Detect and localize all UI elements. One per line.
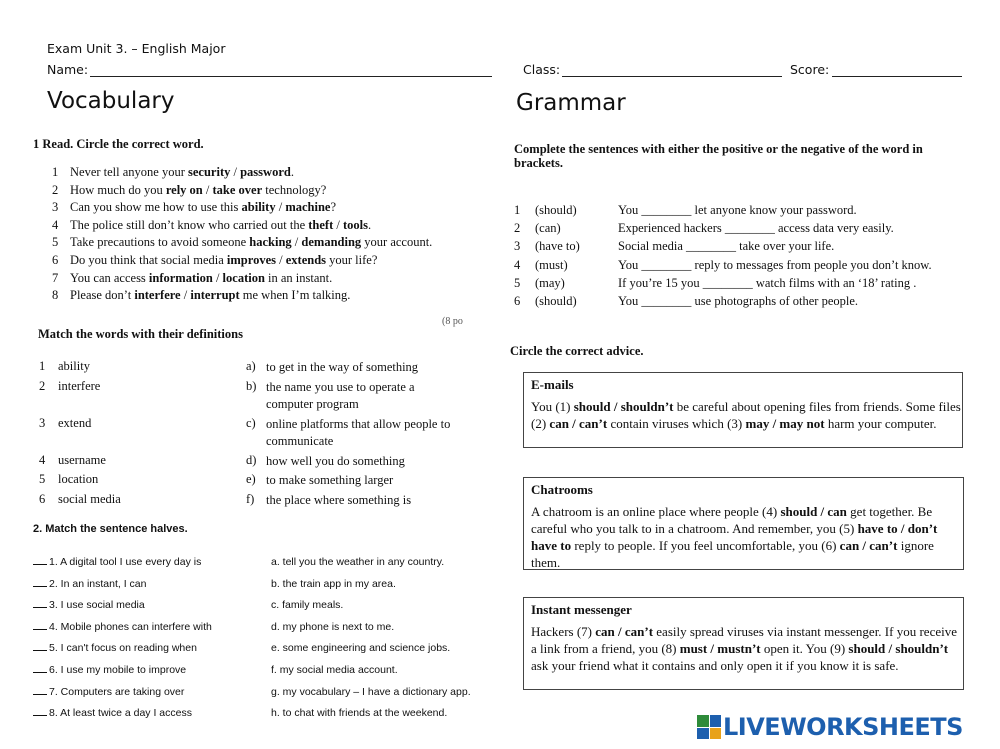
emails-title: E-mails <box>531 377 574 392</box>
q1-item-post: in an instant. <box>264 270 333 285</box>
def-text[interactable]: the name you use to operate a computer program <box>266 380 415 411</box>
grammar-item-number: 6 <box>514 294 521 308</box>
halves-right-item: h. to chat with friends at the weekend. <box>271 707 448 720</box>
q1-option-b[interactable]: take over <box>212 182 263 197</box>
q1-option-a[interactable]: information <box>148 270 213 285</box>
def-text[interactable]: to get in the way of something <box>266 360 419 374</box>
halves-left-text: 8. At least twice a day I access <box>49 707 192 720</box>
def-word-number: 4 <box>39 453 46 467</box>
grammar-item-number: 5 <box>514 275 521 290</box>
def-word[interactable]: interfere <box>58 379 101 393</box>
q1-option-b[interactable]: tools <box>343 217 368 232</box>
grammar-item-number: 2 <box>514 221 521 236</box>
halves-left-item <box>33 707 192 719</box>
halves-left-item <box>33 556 201 568</box>
q1-item-number: 8 <box>52 288 59 303</box>
answer-blank[interactable] <box>33 715 47 716</box>
def-letter: a) <box>246 359 256 373</box>
class-label: Class: <box>523 62 561 77</box>
halves-left-text: 3. I use social media <box>49 599 145 612</box>
q1-slash: / <box>276 253 286 267</box>
grammar-item-number: 4 <box>514 257 521 272</box>
def-word[interactable]: social media <box>58 492 121 506</box>
q1-item-pre: You can access <box>70 270 149 285</box>
halves-left-text: 6. I use my mobile to improve <box>49 664 187 676</box>
vocabulary-title: Vocabulary <box>47 88 175 114</box>
halves-right-item: c. family meals. <box>271 599 344 612</box>
q1-option-a[interactable]: interfere <box>134 288 181 303</box>
q1-item <box>52 218 371 233</box>
q1-option-b[interactable]: machine <box>285 200 331 215</box>
def-text[interactable]: the place where something is <box>266 493 412 507</box>
answer-blank[interactable] <box>33 629 47 630</box>
q1-item-post: ? <box>330 200 337 215</box>
grammar-item-sentence[interactable]: Social media ________ take over your life. <box>618 239 835 254</box>
score-label: Score: <box>790 62 830 77</box>
halves-heading: 2. Match the sentence halves. <box>33 523 188 535</box>
chatrooms-title: Chatrooms <box>531 482 593 497</box>
q1-option-a[interactable]: hacking <box>249 235 292 250</box>
q1-item-number: 7 <box>52 270 59 285</box>
def-letter: c) <box>246 416 256 430</box>
q1-item-pre: Never tell anyone your <box>70 165 189 179</box>
answer-blank[interactable] <box>33 607 47 608</box>
chatrooms-text[interactable]: A chatroom is an online place where people (4) should / can get together. Be careful who you talk to in a chatroom. And remember, you (5) have to / don’t have to reply to people. If you feel uncomfortable, you (6) can / can’t ignore them. <box>531 504 938 570</box>
q1-option-a[interactable]: theft <box>308 217 334 232</box>
halves-right-item: g. my vocabulary – I have a dictionary app. <box>271 685 471 698</box>
emails-box <box>523 372 963 448</box>
q1-item <box>52 183 326 198</box>
q1-item-post: . <box>290 165 294 179</box>
match-defs-heading: Match the words with their definitions <box>38 327 243 341</box>
def-letter: f) <box>246 492 255 506</box>
def-word[interactable]: location <box>58 472 99 486</box>
q1-item <box>52 200 336 215</box>
class-line[interactable] <box>562 76 782 77</box>
halves-left-item <box>33 686 184 698</box>
halves-right-item: e. some engineering and science jobs. <box>271 642 451 655</box>
q1-option-a[interactable]: improves <box>226 253 276 267</box>
q1-slash: / <box>212 270 223 285</box>
halves-left-item <box>33 621 212 633</box>
halves-right-item: d. my phone is next to me. <box>271 620 395 633</box>
cropped-score-fragment: (8 po <box>442 316 463 327</box>
def-text[interactable]: to make something larger <box>266 473 394 487</box>
liveworksheets-logo[interactable] <box>697 712 963 742</box>
q1-option-b[interactable]: location <box>222 270 265 285</box>
def-word-number: 3 <box>39 416 46 430</box>
q1-item <box>52 253 377 268</box>
grammar-item-number: 3 <box>514 239 521 254</box>
halves-left-item <box>33 642 197 654</box>
halves-left-item <box>33 664 186 676</box>
q1-item-number: 6 <box>52 253 59 267</box>
q1-item-number: 1 <box>52 165 59 179</box>
q1-slash: / <box>230 165 241 179</box>
answer-blank[interactable] <box>33 586 47 587</box>
def-word[interactable]: username <box>58 453 106 467</box>
score-line[interactable] <box>832 76 962 77</box>
q1-slash: / <box>180 288 191 303</box>
messenger-box <box>523 597 964 690</box>
def-word-number: 6 <box>39 492 46 506</box>
advice-heading: Circle the correct advice. <box>510 344 644 358</box>
halves-right-item: f. my social media account. <box>271 664 398 676</box>
q1-item-pre: How much do you <box>70 182 166 197</box>
halves-left-text: 1. A digital tool I use every day is <box>49 556 202 568</box>
q1-item-post: technology? <box>262 182 327 197</box>
messenger-title: Instant messenger <box>531 602 632 617</box>
q1-slash: / <box>275 200 286 215</box>
q1-item-number: 5 <box>52 235 59 250</box>
def-letter: b) <box>246 379 257 393</box>
q1-item <box>52 165 294 180</box>
grammar-item-sentence[interactable]: You ________ use photographs of other people. <box>618 294 859 308</box>
q1-option-a[interactable]: security <box>188 165 231 179</box>
grammar-item-sentence[interactable]: If you’re 15 you ________ watch films with an ‘18’ rating . <box>618 275 917 290</box>
grammar-title: Grammar <box>516 90 626 116</box>
answer-blank[interactable] <box>33 694 47 695</box>
def-word-number: 2 <box>39 379 46 393</box>
q1-item-number: 2 <box>52 182 59 197</box>
logo-text: LIVEWORKSHEETS <box>723 713 963 741</box>
grammar-item-word: (should) <box>535 294 577 308</box>
halves-right-item: a. tell you the weather in any country. <box>271 556 445 568</box>
q1-option-b[interactable]: extends <box>285 253 327 267</box>
grammar-item-word: (may) <box>535 275 565 290</box>
messenger-text[interactable]: Hackers (7) can / can’t easily spread viruses via instant messenger. If you receive a link from a friend, you (8) must / mustn’t open it. You (9) should / shouldn’t ask your friend what it contains and only open it if you know it is safe. <box>531 624 957 673</box>
q1-item-pre: Can you show me how to use this <box>70 200 242 215</box>
q1-item-pre: Do you think that social media <box>70 253 227 267</box>
q1-option-a[interactable]: ability <box>241 200 276 215</box>
exam-title: Exam Unit 3. – English Major <box>47 41 226 56</box>
q1-slash: / <box>291 235 302 250</box>
q1-item-pre: Take precautions to avoid someone <box>70 235 250 250</box>
q1-slash: / <box>202 182 213 197</box>
halves-left-text: 2. In an instant, I can <box>49 577 147 590</box>
q1-item-post: your life? <box>326 253 378 267</box>
grammar-item-number: 1 <box>514 203 521 217</box>
halves-left-text: 7. Computers are taking over <box>49 685 185 698</box>
q1-item-post: . <box>368 217 372 232</box>
logo-icon <box>697 715 721 739</box>
def-word[interactable]: extend <box>58 416 92 430</box>
answer-blank[interactable] <box>33 564 47 565</box>
answer-blank[interactable] <box>33 672 47 673</box>
grammar-item-word: (must) <box>535 257 568 272</box>
grammar-item-word: (have to) <box>535 239 580 254</box>
def-letter: d) <box>246 453 257 467</box>
q1-item-number: 4 <box>52 217 59 232</box>
grammar-item-word: (can) <box>535 221 561 236</box>
halves-left-item <box>33 578 146 590</box>
name-line[interactable] <box>90 76 492 77</box>
q1-item-number: 3 <box>52 200 59 215</box>
q1-slash: / <box>333 217 343 232</box>
q1-item-post: me when I’m talking. <box>239 288 351 303</box>
q1-option-b[interactable]: interrupt <box>190 288 240 303</box>
q1-option-b[interactable]: password <box>240 165 291 179</box>
q1-item <box>52 271 332 286</box>
q1-option-a[interactable]: rely on <box>165 182 203 197</box>
halves-right-item: b. the train app in my area. <box>271 577 396 590</box>
grammar-heading: Complete the sentences with either the positive or the negative of the word in brackets. <box>514 142 923 170</box>
emails-text[interactable]: You (1) should / shouldn’t be careful about opening files from friends. Some files (2) can / can’t contain viruses which (3) may / may not harm your computer. <box>531 399 961 431</box>
q1-item <box>52 288 350 303</box>
q1-item-pre: The police still don’t know who carried out the <box>70 217 309 232</box>
grammar-item-sentence[interactable]: Experienced hackers ________ access data very easily. <box>618 221 894 236</box>
def-word-number: 1 <box>39 359 46 373</box>
def-text[interactable]: how well you do something <box>266 454 405 468</box>
def-letter: e) <box>246 472 256 486</box>
halves-left-item <box>33 599 145 611</box>
answer-blank[interactable] <box>33 650 47 651</box>
def-word[interactable]: ability <box>58 359 90 373</box>
chatrooms-box <box>523 477 964 570</box>
halves-left-text: 5. I can't focus on reading when <box>49 642 197 655</box>
q1-item <box>52 235 432 250</box>
def-text[interactable]: online platforms that allow people to communicate <box>266 417 451 448</box>
q1-item-pre: Please don’t <box>70 288 135 303</box>
q1-option-b[interactable]: demanding <box>301 235 362 250</box>
grammar-item-sentence[interactable]: You ________ let anyone know your password. <box>618 203 857 217</box>
q1-heading: 1 Read. Circle the correct word. <box>33 137 204 151</box>
def-word-number: 5 <box>39 472 46 486</box>
halves-left-text: 4. Mobile phones can interfere with <box>49 620 212 633</box>
grammar-item-word: (should) <box>535 203 577 217</box>
name-label: Name: <box>47 62 89 77</box>
grammar-item-sentence[interactable]: You ________ reply to messages from people you don’t know. <box>618 257 932 272</box>
q1-item-post: your account. <box>361 235 433 250</box>
